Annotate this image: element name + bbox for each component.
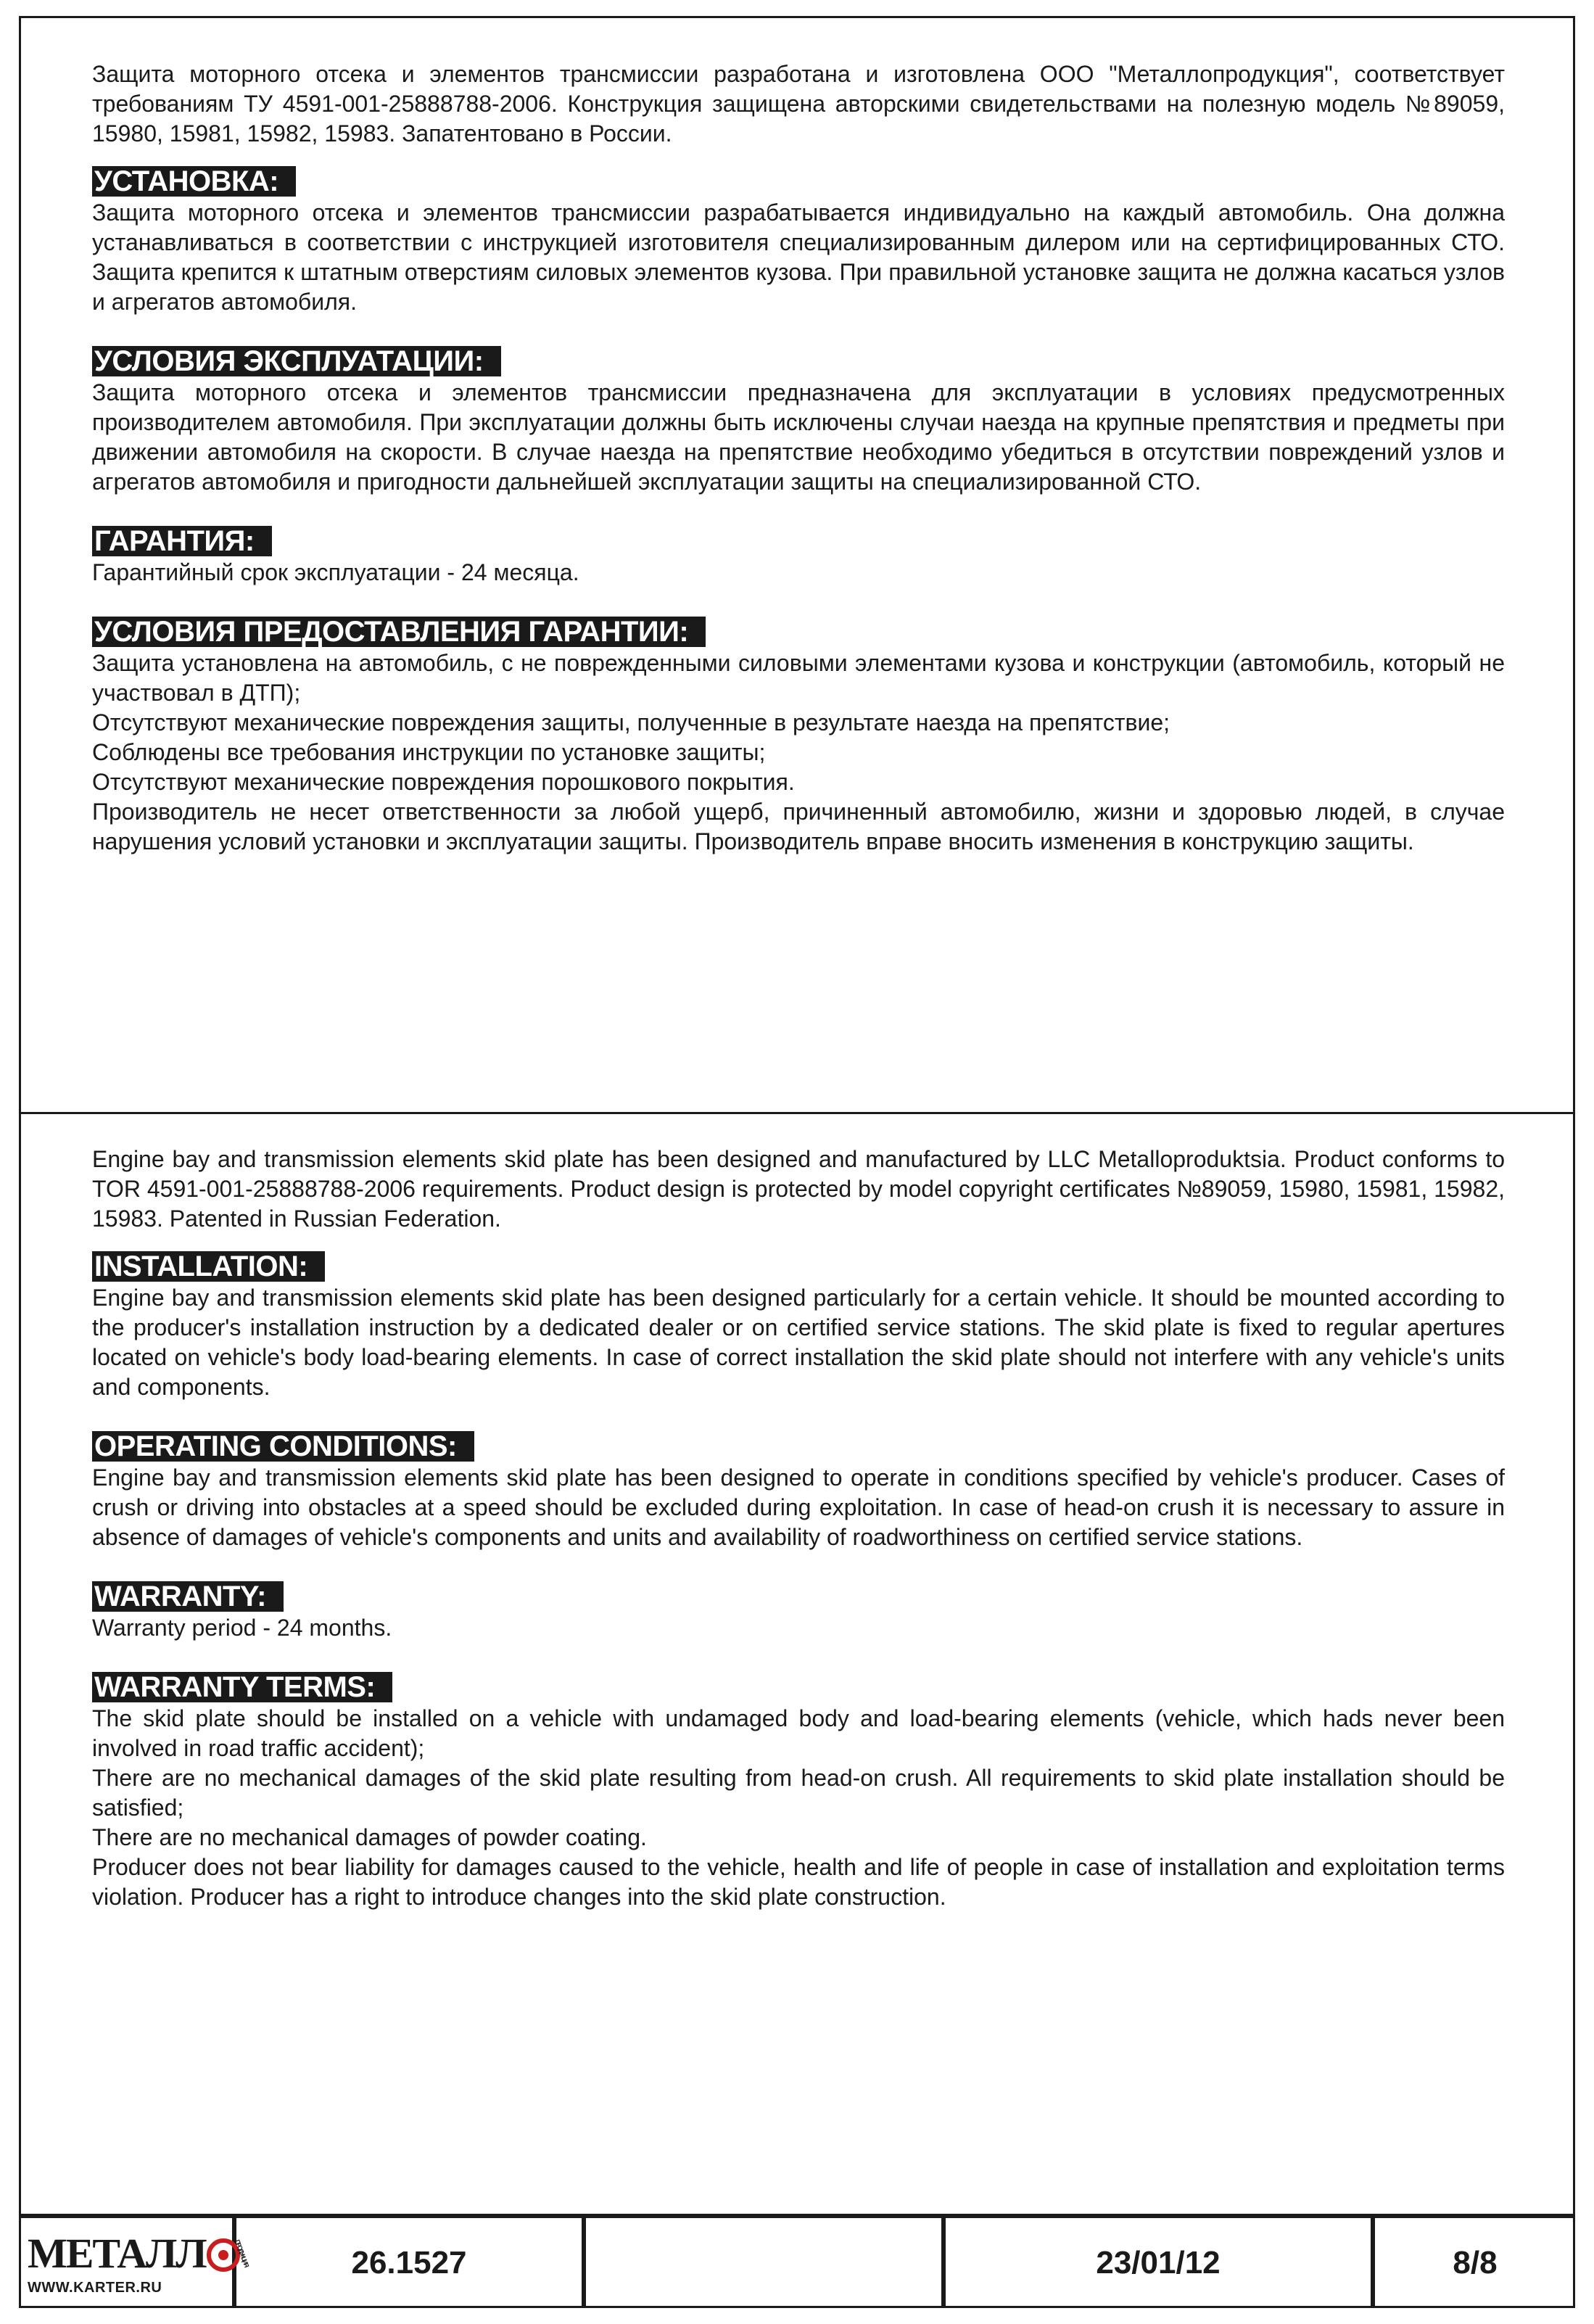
english-section bbox=[92, 1145, 1505, 1912]
russian-section bbox=[92, 59, 1505, 857]
ru-operating-heading: УСЛОВИЯ ЭКСПЛУАТАЦИИ: bbox=[92, 346, 501, 376]
en-terms-block bbox=[92, 1672, 1505, 1912]
company-logo bbox=[19, 2218, 250, 2308]
ru-terms-line: Соблюдены все требования инструкции по установке защиты; bbox=[92, 739, 766, 765]
en-operating-block bbox=[92, 1431, 1505, 1552]
en-installation-block bbox=[92, 1251, 1505, 1402]
en-terms-heading: WARRANTY TERMS: bbox=[92, 1672, 392, 1702]
ru-terms-line: Отсутствуют механические повреждения защиты, полученные в результате наезда на препятствие; bbox=[92, 709, 1170, 735]
logo-url: WWW.KARTER.RU bbox=[28, 2279, 162, 2296]
section-divider bbox=[19, 1112, 1575, 1114]
ru-installation-block bbox=[92, 166, 1505, 317]
ru-warranty-block bbox=[92, 526, 1505, 588]
en-terms-line: Producer does not bear liability for damages caused to the vehicle, health and life of people in case of installation and exploitation terms violation. Producer has a right to introduce changes into the skid plate construction. bbox=[92, 1854, 1505, 1910]
ru-terms-line: Отсутствуют механические повреждения порошкового покрытия. bbox=[92, 769, 795, 795]
ru-terms-heading: УСЛОВИЯ ПРЕДОСТАВЛЕНИЯ ГАРАНТИИ: bbox=[92, 617, 706, 647]
logo-side-text: ПРОДУКЦИЯ bbox=[233, 2238, 250, 2267]
en-terms-line: There are no mechanical damages of the skid plate resulting from head-on crush. All requirements to skid plate installation should be satisfied; bbox=[92, 1765, 1505, 1821]
ru-operating-block bbox=[92, 346, 1505, 497]
en-installation-text: Engine bay and transmission elements skid plate has been designed particularly for a certain vehicle. It should be mounted according to the producer's installation instruction by a dedicated dealer or on certified service stations. The skid plate is fixed to regular apertures located on vehicle's body load-bearing elements. In case of correct installation the skid plate should not interfere with any vehicle's units and components. bbox=[92, 1285, 1505, 1400]
ru-installation-text: Защита моторного отсека и элементов трансмиссии разрабатывается индивидуально на каждый автомобиль. Она должна устанавливаться в соответствии с инструкцией изготовителя специализированным дилером или на сертифицированных СТО. Защита крепится к штатным отверстиям силовых элементов кузова. При правильной установке защита не должна касаться узлов и агрегатов автомобиля. bbox=[92, 199, 1505, 315]
page-number: 8/8 bbox=[1453, 2245, 1498, 2280]
ru-terms-line: Производитель не несет ответственности за любой ущерб, причиненный автомобилю, жизни и здоровью людей, в случае нарушения условий установки и эксплуатации защиты. Производитель вправе вносить изменения в конструкцию защиты. bbox=[92, 799, 1505, 854]
en-intro: Engine bay and transmission elements skid plate has been designed and manufactured by LLC Metalloproduktsia. Product conforms to TOR 4591-001-25888788-2006 requirements. Product design is protected by model copyright certificates №89059, 15980, 15981, 15982, 15983. Patented in Russian Federation. bbox=[92, 1146, 1505, 1232]
ru-installation-heading: УСТАНОВКА: bbox=[92, 166, 296, 197]
document-date: 23/01/12 bbox=[946, 2218, 1375, 2308]
en-warranty-heading: WARRANTY: bbox=[92, 1581, 284, 1612]
ru-terms-line: Защита установлена на автомобиль, с не поврежденными силовыми элементами кузова и конструкции (автомобиль, который не участвовал в ДТП); bbox=[92, 650, 1505, 706]
ru-operating-text: Защита моторного отсека и элементов трансмиссии предназначена для эксплуатации в условиях предусмотренных производителем автомобиля. При эксплуатации должны быть исключены случаи наезда на крупные препятствия и предметы при движении автомобиля на скорости. В случае наезда на препятствие необходимо убедиться в отсутствии повреждений узлов и агрегатов автомобиля и пригодности дальнейшей эксплуатации защиты на специализированной СТО. bbox=[92, 379, 1505, 495]
title-block bbox=[19, 2214, 1575, 2308]
blank-field bbox=[586, 2218, 946, 2308]
en-installation-heading: INSTALLATION: bbox=[92, 1251, 325, 1282]
en-terms-line: There are no mechanical damages of powder coating. bbox=[92, 1824, 647, 1850]
en-operating-heading: OPERATING CONDITIONS: bbox=[92, 1431, 474, 1462]
en-warranty-block bbox=[92, 1581, 1505, 1643]
en-warranty-text: Warranty period - 24 months. bbox=[92, 1615, 392, 1641]
en-terms-line: The skid plate should be installed on a vehicle with undamaged body and load-bearing elements (vehicle, which hads never been involved in road traffic accident); bbox=[92, 1705, 1505, 1761]
ru-terms-block bbox=[92, 617, 1505, 857]
ru-warranty-text: Гарантийный срок эксплуатации - 24 месяца. bbox=[92, 559, 579, 585]
logo-text: МЕТАЛЛ bbox=[28, 2229, 206, 2277]
document-code: 26.1527 bbox=[236, 2218, 586, 2308]
ru-intro: Защита моторного отсека и элементов трансмиссии разработана и изготовлена ООО "Металлопродукция", соответствует требованиям ТУ 4591-001-25888788-2006. Конструкция защищена авторскими свидетельствами на полезную модель №89059, 15980, 15981, 15982, 15983. Запатентовано в России. bbox=[92, 61, 1505, 147]
en-operating-text: Engine bay and transmission elements skid plate has been designed to operate in conditions specified by vehicle's producer. Cases of crush or driving into obstacles at a speed should be excluded during exploitation. In case of head-on crush it is necessary to assure in absence of damages of vehicle's components and units and availability of roadworthiness on certified service stations. bbox=[92, 1464, 1505, 1550]
ru-warranty-heading: ГАРАНТИЯ: bbox=[92, 526, 272, 556]
